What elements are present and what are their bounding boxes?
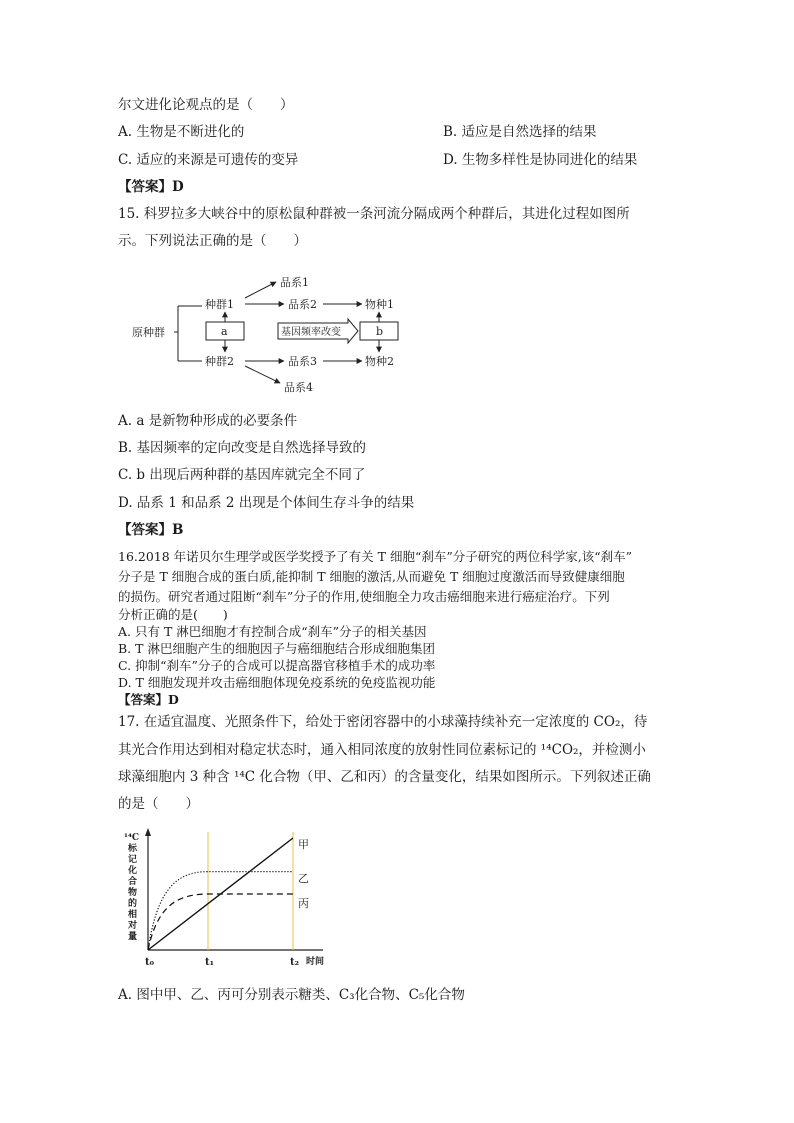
q16-option-c: C. 抑制“刹车”分子的合成可以提高器官移植手术的成功率 xyxy=(118,658,436,673)
series-line-yi xyxy=(148,872,293,950)
y-axis-label-char: 标 xyxy=(128,844,138,854)
x-tick-t2: t₂ xyxy=(290,957,299,968)
y-axis-label-char: ¹⁴C xyxy=(124,833,140,843)
y-axis-label-char: 物 xyxy=(128,888,138,898)
q16-stem-line4: 分析正确的是( ) xyxy=(118,607,228,622)
q17-option-a: A. 图中甲、乙、丙可分别表示糖类、C₃化合物、C₅化合物 xyxy=(118,987,465,1003)
q17-stem-line4: 的是（ ） xyxy=(118,796,199,812)
arrow-pop1-to-strain1 xyxy=(245,282,276,298)
series-label-jia: 甲 xyxy=(298,838,309,851)
y-axis-label-char: 合 xyxy=(128,877,138,887)
q16-stem-line3: 的损伤。研究者通过阻断“刹车”分子的作用,使细胞全力攻击癌细胞来进行癌症治疗。下列 xyxy=(118,589,610,604)
species-1-label: 物种1 xyxy=(365,298,394,311)
q17-line-chart xyxy=(118,828,338,973)
y-axis-label-char: 化 xyxy=(128,866,138,876)
q16-option-d: D. T 细胞发现并攻击癌细胞体现免疫系统的免疫监视功能 xyxy=(118,675,436,690)
box-b-label: b xyxy=(376,325,384,338)
box-a-label: a xyxy=(221,325,228,338)
series-label-bing: 丙 xyxy=(298,897,309,910)
q15-option-d: D. 品系 1 和品系 2 出现是个体间生存斗争的结果 xyxy=(118,495,415,511)
origin-population-label: 原种群 xyxy=(132,326,165,339)
y-axis-label-char: 记 xyxy=(128,855,138,865)
q16-stem-line1: 16.2018 年诺贝尔生理学或医学奖授予了有关 T 细胞“刹车”分子研究的两位科学家,该“刹车” xyxy=(118,549,632,564)
x-axis-label: 时间 xyxy=(306,957,325,967)
q14-answer: 【答案】D xyxy=(118,179,184,195)
q17-stem-line1: 17. 在适宜温度、光照条件下，给处于密闭容器中的小球藻持续补充一定浓度的 CO₂，待 xyxy=(118,714,648,730)
y-axis-label-char: 量 xyxy=(128,932,138,942)
q15-option-b: B. 基因频率的定向改变是自然选择导致的 xyxy=(118,440,367,456)
strain-3-label: 品系3 xyxy=(288,355,317,368)
q14-stem-tail: 尔文进化论观点的是（ ） xyxy=(118,97,294,113)
q15-option-c: C. b 出现后两种群的基因库就完全不同了 xyxy=(118,467,366,483)
q16-option-b: B. T 淋巴细胞产生的细胞因子与癌细胞结合形成细胞集团 xyxy=(118,641,435,656)
arrow-pop2-to-strain4 xyxy=(245,366,280,383)
series-label-yi: 乙 xyxy=(298,872,309,885)
q16-stem-line2: 分子是 T 细胞合成的蛋白质,能抑制 T 细胞的激活,从而避免 T 细胞过度激活而导致健康细胞 xyxy=(118,569,625,584)
q15-answer: 【答案】B xyxy=(118,522,184,538)
y-axis-arrowhead xyxy=(145,828,151,836)
q15-option-a: A. a 是新物种形成的必要条件 xyxy=(118,413,298,429)
y-axis-label-char: 对 xyxy=(128,921,138,931)
population-1-label: 种群1 xyxy=(205,298,234,311)
population-2-label: 种群2 xyxy=(205,355,234,368)
series-line-bing xyxy=(148,894,293,950)
q15-evolution-diagram xyxy=(128,270,418,395)
q14-option-d: D. 生物多样性是协同进化的结果 xyxy=(443,152,638,168)
species-2-label: 物种2 xyxy=(365,355,394,368)
q14-option-a: A. 生物是不断进化的 xyxy=(118,124,245,140)
q17-stem-line3: 球藻细胞内 3 种含 ¹⁴C 化合物（甲、乙和丙）的含量变化，结果如图所示。下列叙述正确 xyxy=(118,769,651,785)
strain-1-label: 品系1 xyxy=(280,276,309,289)
q16-option-a: A. 只有 T 淋巴细胞才有控制合成“刹车”分子的相关基因 xyxy=(118,624,427,639)
q14-option-b: B. 适应是自然选择的结果 xyxy=(443,124,597,140)
q15-stem-line2: 示。下列说法正确的是（ ） xyxy=(118,233,307,249)
strain-4-label: 品系4 xyxy=(284,381,313,394)
q17-stem-line2: 其光合作用达到相对稳定状态时，通入相同浓度的放射性同位素标记的 ¹⁴CO₂，并检测小 xyxy=(118,742,646,758)
origin-bracket-line xyxy=(174,306,202,361)
q15-stem-line1: 15. 科罗拉多大峡谷中的原松鼠种群被一条河流分隔成两个种群后，其进化过程如图所 xyxy=(118,206,630,222)
q14-option-c: C. 适应的来源是可遗传的变异 xyxy=(118,152,299,168)
y-axis-label-char: 的 xyxy=(128,899,138,909)
y-axis-label-char: 相 xyxy=(128,910,138,920)
q16-answer: 【答案】D xyxy=(118,692,179,707)
x-tick-t0: t₀ xyxy=(145,957,154,968)
strain-2-label: 品系2 xyxy=(288,298,317,311)
gene-frequency-arrow-label: 基因频率改变 xyxy=(281,327,341,338)
x-tick-t1: t₁ xyxy=(205,957,214,968)
